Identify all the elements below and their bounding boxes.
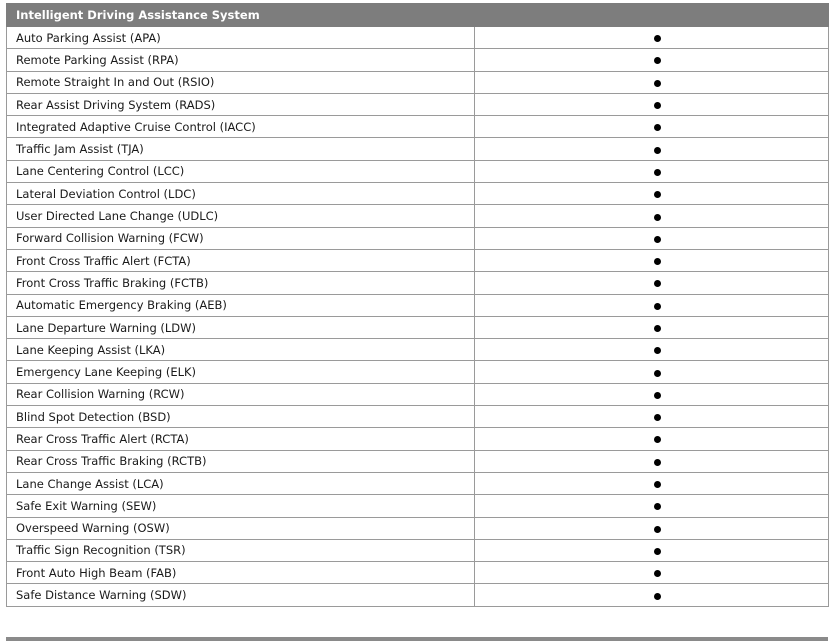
- feature-name: Lateral Deviation Control (LDC): [7, 183, 475, 205]
- bottom-divider: [6, 637, 828, 641]
- standard-dot-icon: [654, 459, 661, 466]
- standard-dot-icon: [654, 370, 661, 377]
- availability-cell: [475, 495, 829, 517]
- table-row: [7, 294, 829, 316]
- availability-cell: [475, 294, 829, 316]
- availability-cell: [475, 584, 829, 606]
- standard-dot-icon: [654, 548, 661, 555]
- table-row: [7, 517, 829, 539]
- feature-table: [6, 3, 829, 607]
- availability-cell: [475, 539, 829, 561]
- feature-name: Lane Centering Control (LCC): [7, 160, 475, 182]
- table-row: [7, 249, 829, 271]
- table-row: [7, 71, 829, 93]
- standard-dot-icon: [654, 124, 661, 131]
- feature-name: Forward Collision Warning (FCW): [7, 227, 475, 249]
- table-header-row: [7, 4, 829, 27]
- table-row: [7, 361, 829, 383]
- feature-name: Rear Cross Traffic Alert (RCTA): [7, 428, 475, 450]
- availability-cell: [475, 71, 829, 93]
- availability-cell: [475, 406, 829, 428]
- availability-cell: [475, 183, 829, 205]
- feature-name: Lane Keeping Assist (LKA): [7, 339, 475, 361]
- table-row: [7, 495, 829, 517]
- feature-name: Remote Parking Assist (RPA): [7, 49, 475, 71]
- availability-cell: [475, 361, 829, 383]
- table-row: [7, 383, 829, 405]
- table-row: [7, 428, 829, 450]
- table-header-value: [475, 4, 829, 27]
- standard-dot-icon: [654, 481, 661, 488]
- table-body: [7, 27, 829, 607]
- feature-name: Safe Exit Warning (SEW): [7, 495, 475, 517]
- standard-dot-icon: [654, 280, 661, 287]
- standard-dot-icon: [654, 526, 661, 533]
- standard-dot-icon: [654, 593, 661, 600]
- availability-cell: [475, 205, 829, 227]
- standard-dot-icon: [654, 147, 661, 154]
- table-row: [7, 272, 829, 294]
- standard-dot-icon: [654, 325, 661, 332]
- availability-cell: [475, 160, 829, 182]
- table-row: [7, 116, 829, 138]
- availability-cell: [475, 272, 829, 294]
- table-row: [7, 138, 829, 160]
- availability-cell: [475, 249, 829, 271]
- feature-name: Overspeed Warning (OSW): [7, 517, 475, 539]
- feature-name: Blind Spot Detection (BSD): [7, 406, 475, 428]
- standard-dot-icon: [654, 191, 661, 198]
- availability-cell: [475, 116, 829, 138]
- feature-name: Rear Assist Driving System (RADS): [7, 93, 475, 115]
- availability-cell: [475, 428, 829, 450]
- feature-name: Emergency Lane Keeping (ELK): [7, 361, 475, 383]
- table-row: [7, 339, 829, 361]
- feature-name: Lane Change Assist (LCA): [7, 472, 475, 494]
- availability-cell: [475, 383, 829, 405]
- feature-name: Front Cross Traffic Braking (FCTB): [7, 272, 475, 294]
- standard-dot-icon: [654, 570, 661, 577]
- standard-dot-icon: [654, 80, 661, 87]
- standard-dot-icon: [654, 347, 661, 354]
- standard-dot-icon: [654, 102, 661, 109]
- table-row: [7, 539, 829, 561]
- table-row: [7, 584, 829, 606]
- table-row: [7, 450, 829, 472]
- availability-cell: [475, 49, 829, 71]
- availability-cell: [475, 138, 829, 160]
- feature-name: Traffic Jam Assist (TJA): [7, 138, 475, 160]
- feature-name: User Directed Lane Change (UDLC): [7, 205, 475, 227]
- feature-name: Remote Straight In and Out (RSIO): [7, 71, 475, 93]
- feature-name: Front Auto High Beam (FAB): [7, 562, 475, 584]
- feature-name: Traffic Sign Recognition (TSR): [7, 539, 475, 561]
- feature-name: Front Cross Traffic Alert (FCTA): [7, 249, 475, 271]
- availability-cell: [475, 93, 829, 115]
- feature-name: Integrated Adaptive Cruise Control (IACC): [7, 116, 475, 138]
- availability-cell: [475, 472, 829, 494]
- feature-name: Safe Distance Warning (SDW): [7, 584, 475, 606]
- standard-dot-icon: [654, 258, 661, 265]
- availability-cell: [475, 27, 829, 49]
- feature-name: Rear Collision Warning (RCW): [7, 383, 475, 405]
- table-row: [7, 160, 829, 182]
- standard-dot-icon: [654, 214, 661, 221]
- standard-dot-icon: [654, 392, 661, 399]
- standard-dot-icon: [654, 414, 661, 421]
- feature-name: Auto Parking Assist (APA): [7, 27, 475, 49]
- availability-cell: [475, 562, 829, 584]
- standard-dot-icon: [654, 169, 661, 176]
- standard-dot-icon: [654, 57, 661, 64]
- table-row: [7, 49, 829, 71]
- feature-name: Automatic Emergency Braking (AEB): [7, 294, 475, 316]
- standard-dot-icon: [654, 303, 661, 310]
- availability-cell: [475, 450, 829, 472]
- feature-name: Lane Departure Warning (LDW): [7, 316, 475, 338]
- table-row: [7, 562, 829, 584]
- feature-name: Rear Cross Traffic Braking (RCTB): [7, 450, 475, 472]
- availability-cell: [475, 316, 829, 338]
- standard-dot-icon: [654, 436, 661, 443]
- table-row: [7, 472, 829, 494]
- table-row: [7, 227, 829, 249]
- table-row: [7, 205, 829, 227]
- table-row: [7, 316, 829, 338]
- table-row: [7, 93, 829, 115]
- table-row: [7, 406, 829, 428]
- standard-dot-icon: [654, 503, 661, 510]
- table-row: [7, 183, 829, 205]
- standard-dot-icon: [654, 35, 661, 42]
- availability-cell: [475, 227, 829, 249]
- availability-cell: [475, 517, 829, 539]
- standard-dot-icon: [654, 236, 661, 243]
- table-header-title: Intelligent Driving Assistance System: [7, 4, 475, 27]
- availability-cell: [475, 339, 829, 361]
- table-row: [7, 27, 829, 49]
